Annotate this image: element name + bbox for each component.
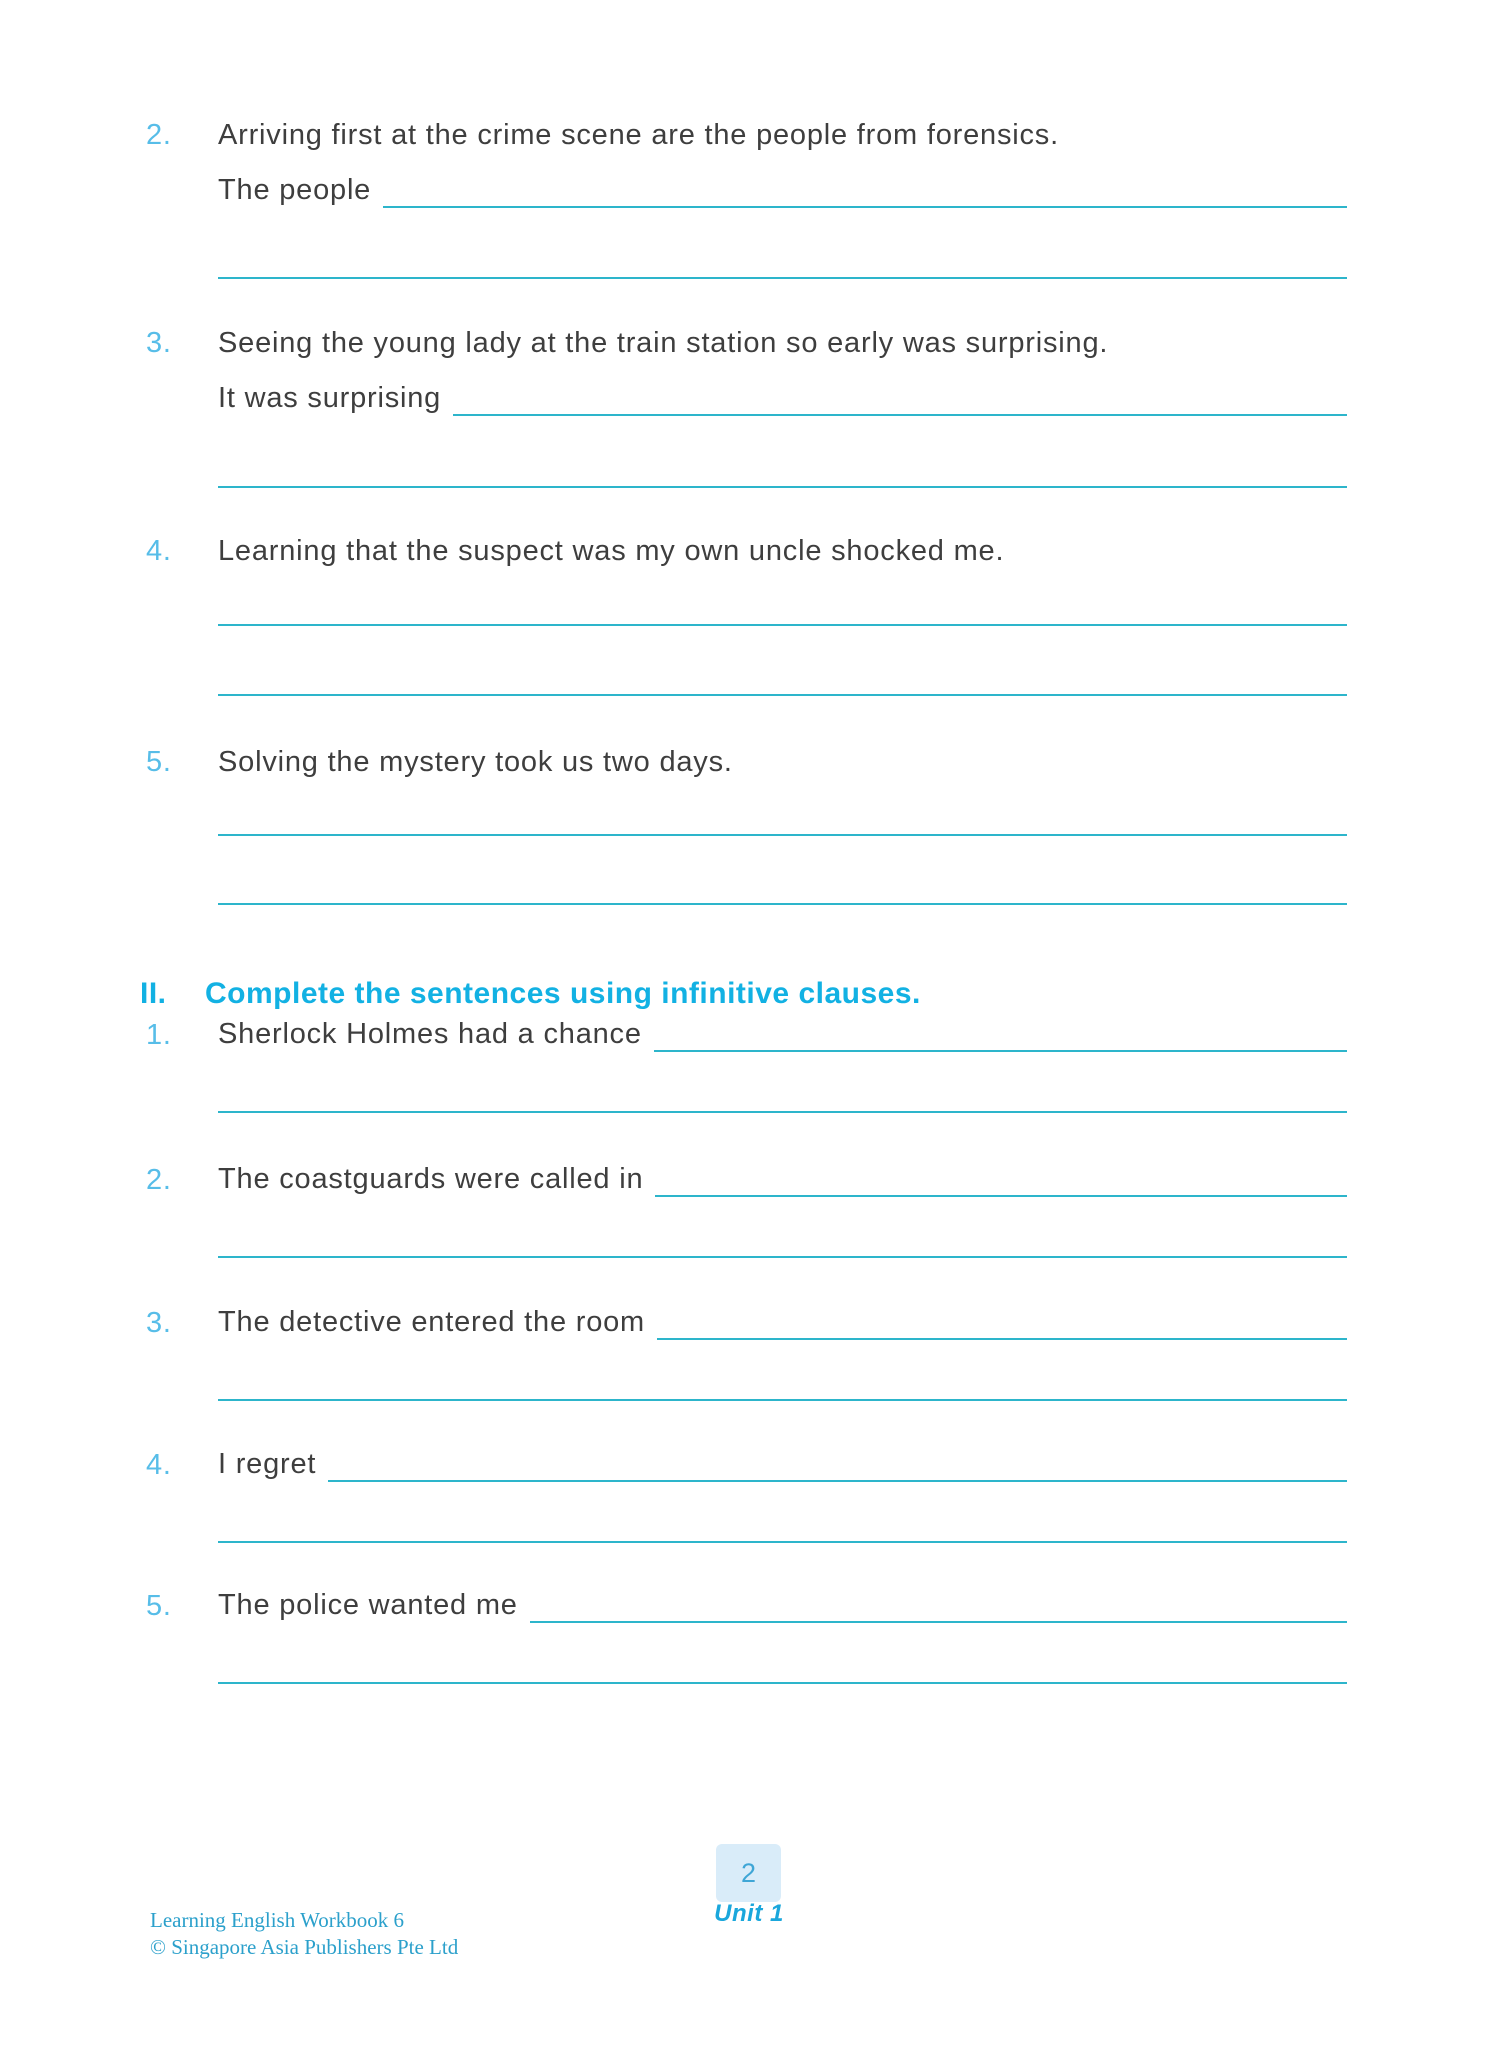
question-row [146,118,1347,152]
answer-stem: Sherlock Holmes had a chance [218,1018,642,1050]
blank-line [218,1682,1347,1684]
blank-line [218,277,1347,279]
blank-line [218,486,1347,488]
answer-stem: It was surprising [218,382,442,414]
question-number: 4. [146,535,172,567]
blank-line [218,1111,1347,1113]
question-number: 5. [146,1590,172,1622]
question-sentence: Seeing the young lady at the train station so early was surprising. [218,327,1109,359]
footer-book-title: Learning English Workbook 6 [150,1908,404,1932]
question-number: 3. [146,327,172,359]
answer-line [657,1338,1347,1340]
answer-line [655,1195,1347,1197]
answer-line [383,206,1347,208]
question-sentence: Solving the mystery took us two days. [218,746,733,778]
blank-line [218,694,1347,696]
answer-line [328,1480,1347,1482]
question-sentence: Learning that the suspect was my own uncle shocked me. [218,535,1005,567]
question-row [146,534,1347,568]
page-number-badge: 2 [716,1844,781,1902]
answer-line [530,1621,1347,1623]
blank-line [218,1256,1347,1258]
section-number: II. [140,977,167,1010]
section-heading: Complete the sentences using infinitive clauses. [205,977,921,1010]
answer-stem-row [218,378,1347,416]
question-number: 1. [146,1019,172,1051]
blank-line [218,834,1347,836]
blank-line [218,903,1347,905]
answer-line [654,1050,1347,1052]
question-stem-row [146,1444,1347,1482]
question-number: 4. [146,1449,172,1481]
answer-stem: The detective entered the room [218,1306,646,1338]
unit-label: Unit 1 [714,1900,784,1927]
answer-stem-row [218,170,1347,208]
blank-line [218,1541,1347,1543]
question-stem-row [146,1159,1347,1197]
blank-line [218,624,1347,626]
footer-copyright: © Singapore Asia Publishers Pte Ltd [150,1935,459,1959]
section-heading-row [140,976,1341,1012]
answer-stem: The police wanted me [218,1589,518,1621]
question-number: 5. [146,746,172,778]
question-sentence: Arriving first at the crime scene are the people from forensics. [218,119,1059,151]
answer-stem: The people [218,174,372,206]
question-number: 3. [146,1307,172,1339]
question-stem-row [146,1585,1347,1623]
question-row [146,326,1347,360]
answer-line [453,414,1347,416]
question-stem-row [146,1014,1347,1052]
blank-line [218,1399,1347,1401]
answer-stem: The coastguards were called in [218,1163,644,1195]
question-number: 2. [146,119,172,151]
question-number: 2. [146,1164,172,1196]
answer-stem: I regret [218,1448,317,1480]
question-row [146,745,1347,779]
question-stem-row [146,1302,1347,1340]
